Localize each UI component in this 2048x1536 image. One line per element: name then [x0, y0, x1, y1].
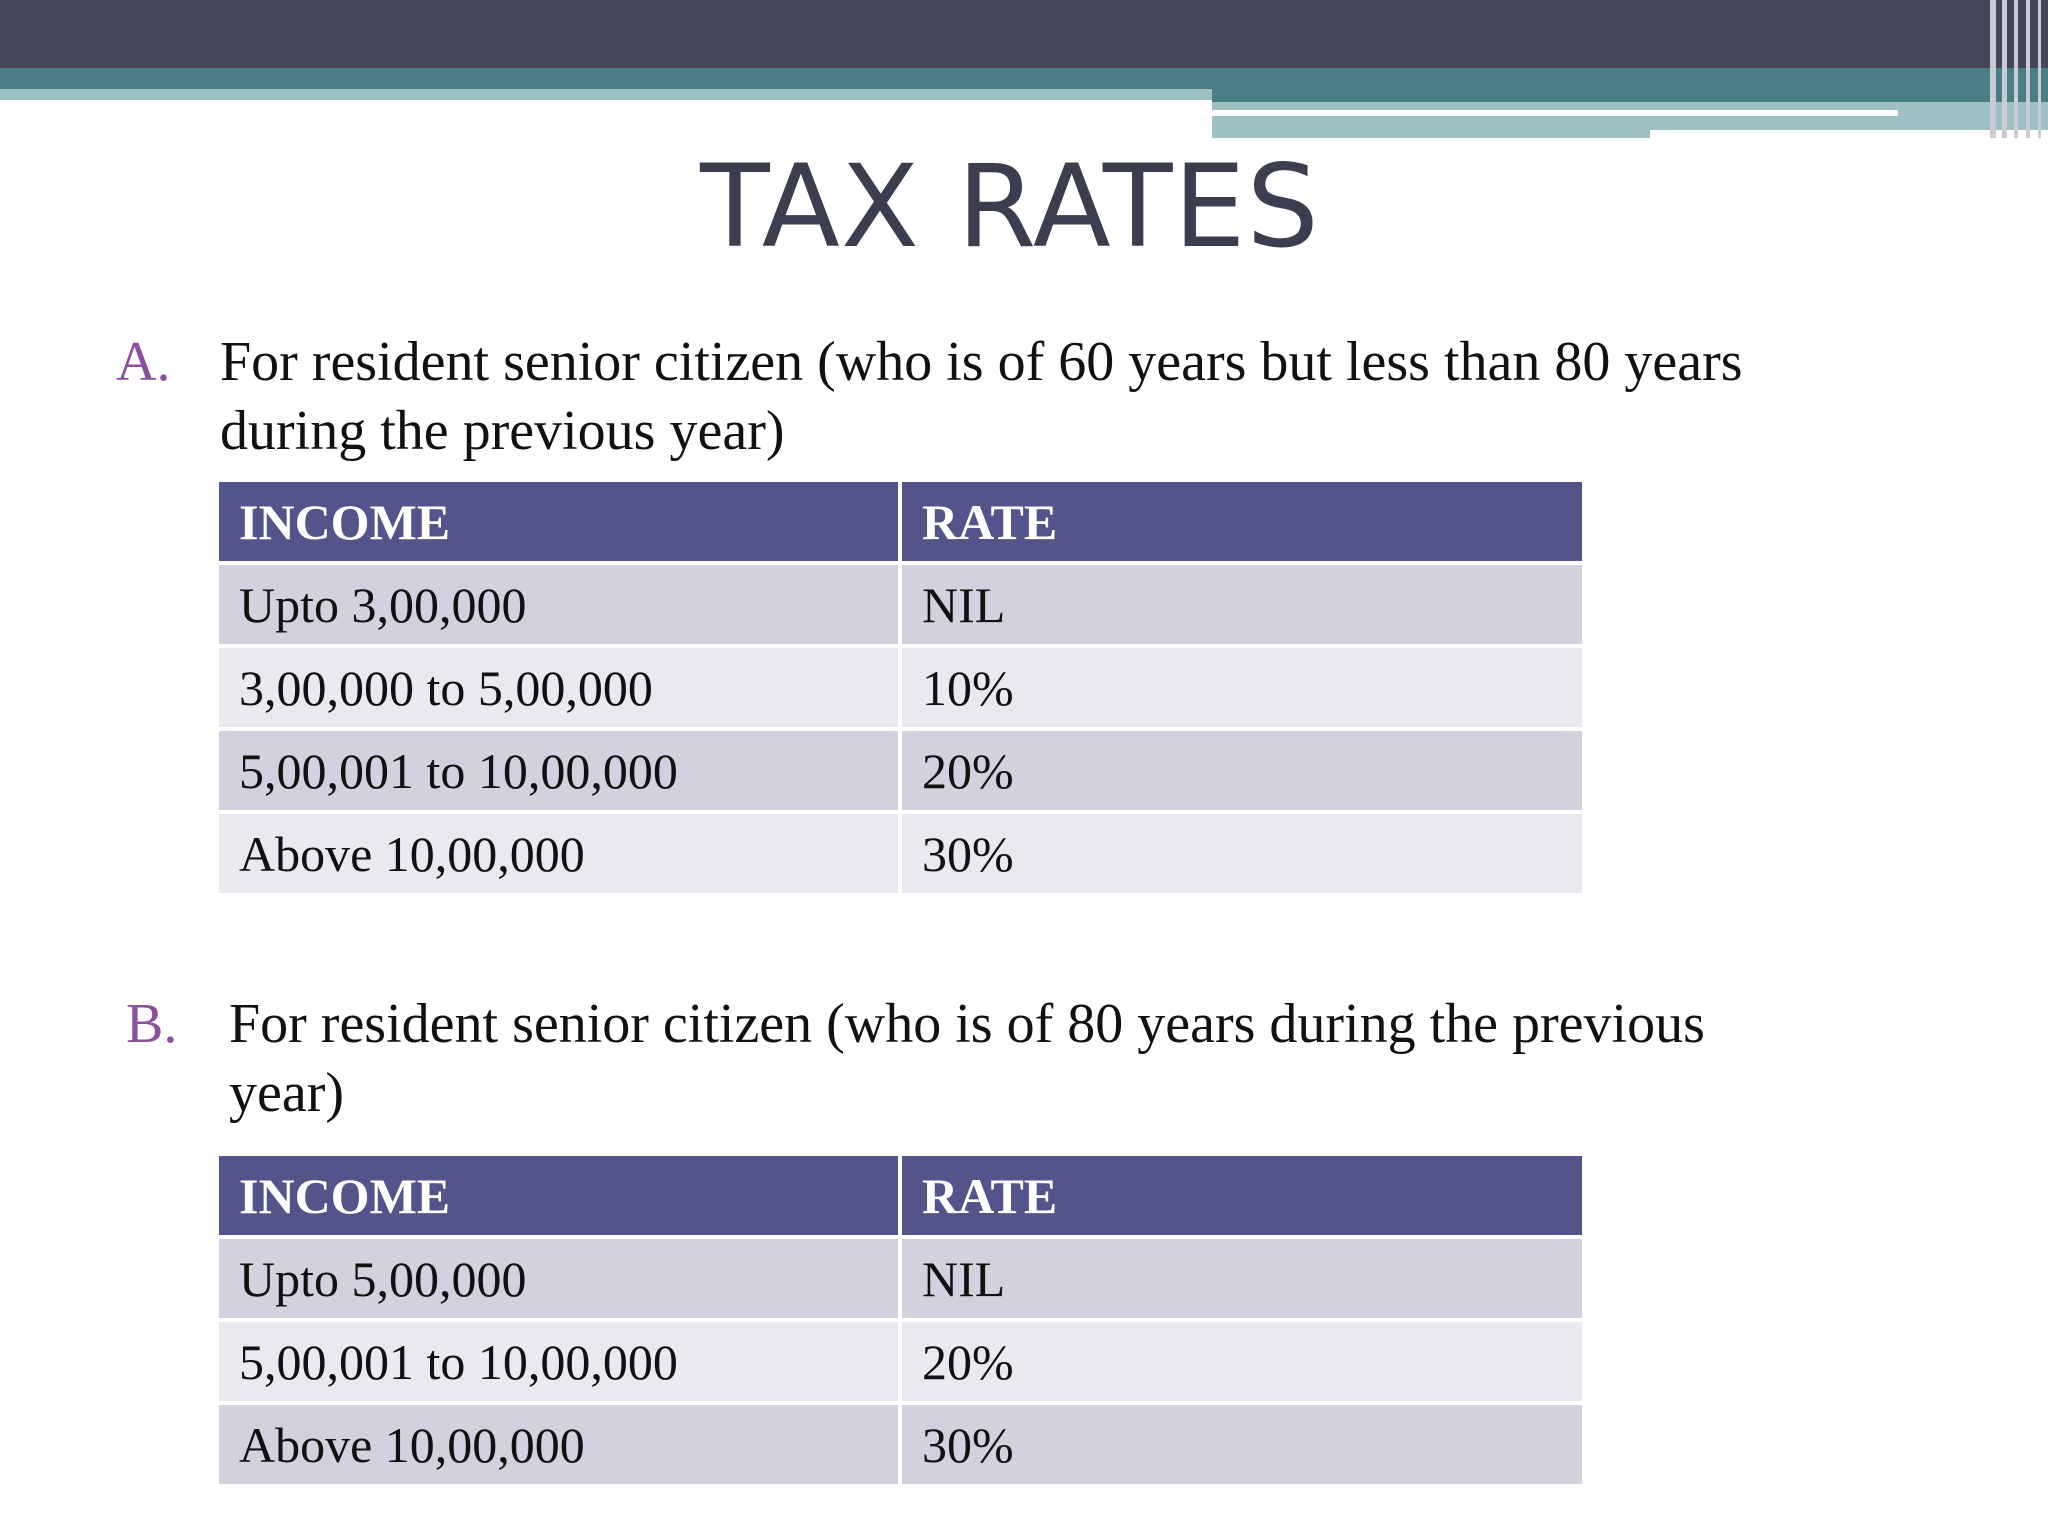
table-row — [219, 1239, 1582, 1322]
section-b — [126, 990, 1846, 1130]
rate-cell: NIL — [902, 565, 1582, 648]
banner-stripe — [2038, 0, 2041, 138]
table-header-row — [219, 1156, 1582, 1239]
header-banner — [0, 0, 2048, 68]
tax-table-a — [219, 482, 1582, 897]
income-cell: Upto 3,00,000 — [219, 565, 902, 648]
income-cell: Above 10,00,000 — [219, 1405, 902, 1488]
banner-accent-right — [1212, 68, 2048, 102]
income-cell: Above 10,00,000 — [219, 814, 902, 897]
table-row — [219, 648, 1582, 731]
column-header-income: INCOME — [219, 482, 902, 565]
income-cell: 5,00,001 to 10,00,000 — [219, 731, 902, 814]
table-row — [219, 1405, 1582, 1488]
rate-cell: 10% — [902, 648, 1582, 731]
section-b-marker: B. — [126, 993, 178, 1055]
banner-stripe — [1990, 0, 1996, 138]
table-header-row — [219, 482, 1582, 565]
rate-cell: 20% — [902, 1322, 1582, 1405]
banner-stripe — [2014, 0, 2018, 138]
banner-divider-line — [1212, 110, 1898, 116]
slide-title: TAX RATES — [700, 140, 1320, 273]
section-a-marker: A. — [116, 331, 171, 393]
banner-accent-left-light — [0, 89, 1212, 100]
rate-cell: 20% — [902, 731, 1582, 814]
banner-stripe — [2002, 0, 2007, 138]
rate-cell: 30% — [902, 814, 1582, 897]
banner-stripe — [2026, 0, 2030, 138]
tax-table-b — [219, 1156, 1582, 1488]
column-header-rate: RATE — [902, 482, 1582, 565]
column-header-income: INCOME — [219, 1156, 902, 1239]
rate-cell: 30% — [902, 1405, 1582, 1488]
section-a-heading: For resident senior citizen (who is of 60 years but less than 80 years during the previous year) — [220, 331, 1743, 462]
rate-cell: NIL — [902, 1239, 1582, 1322]
table-row — [219, 731, 1582, 814]
banner-accent-left — [0, 68, 1212, 89]
table-row — [219, 565, 1582, 648]
column-header-rate: RATE — [902, 1156, 1582, 1239]
banner-notch — [1650, 130, 2048, 138]
income-cell: 5,00,001 to 10,00,000 — [219, 1322, 902, 1405]
income-cell: 3,00,000 to 5,00,000 — [219, 648, 902, 731]
income-cell: Upto 5,00,000 — [219, 1239, 902, 1322]
table-row — [219, 814, 1582, 897]
section-b-heading: For resident senior citizen (who is of 80 years during the previous year) — [229, 993, 1705, 1124]
section-a — [116, 328, 1836, 468]
table-row — [219, 1322, 1582, 1405]
